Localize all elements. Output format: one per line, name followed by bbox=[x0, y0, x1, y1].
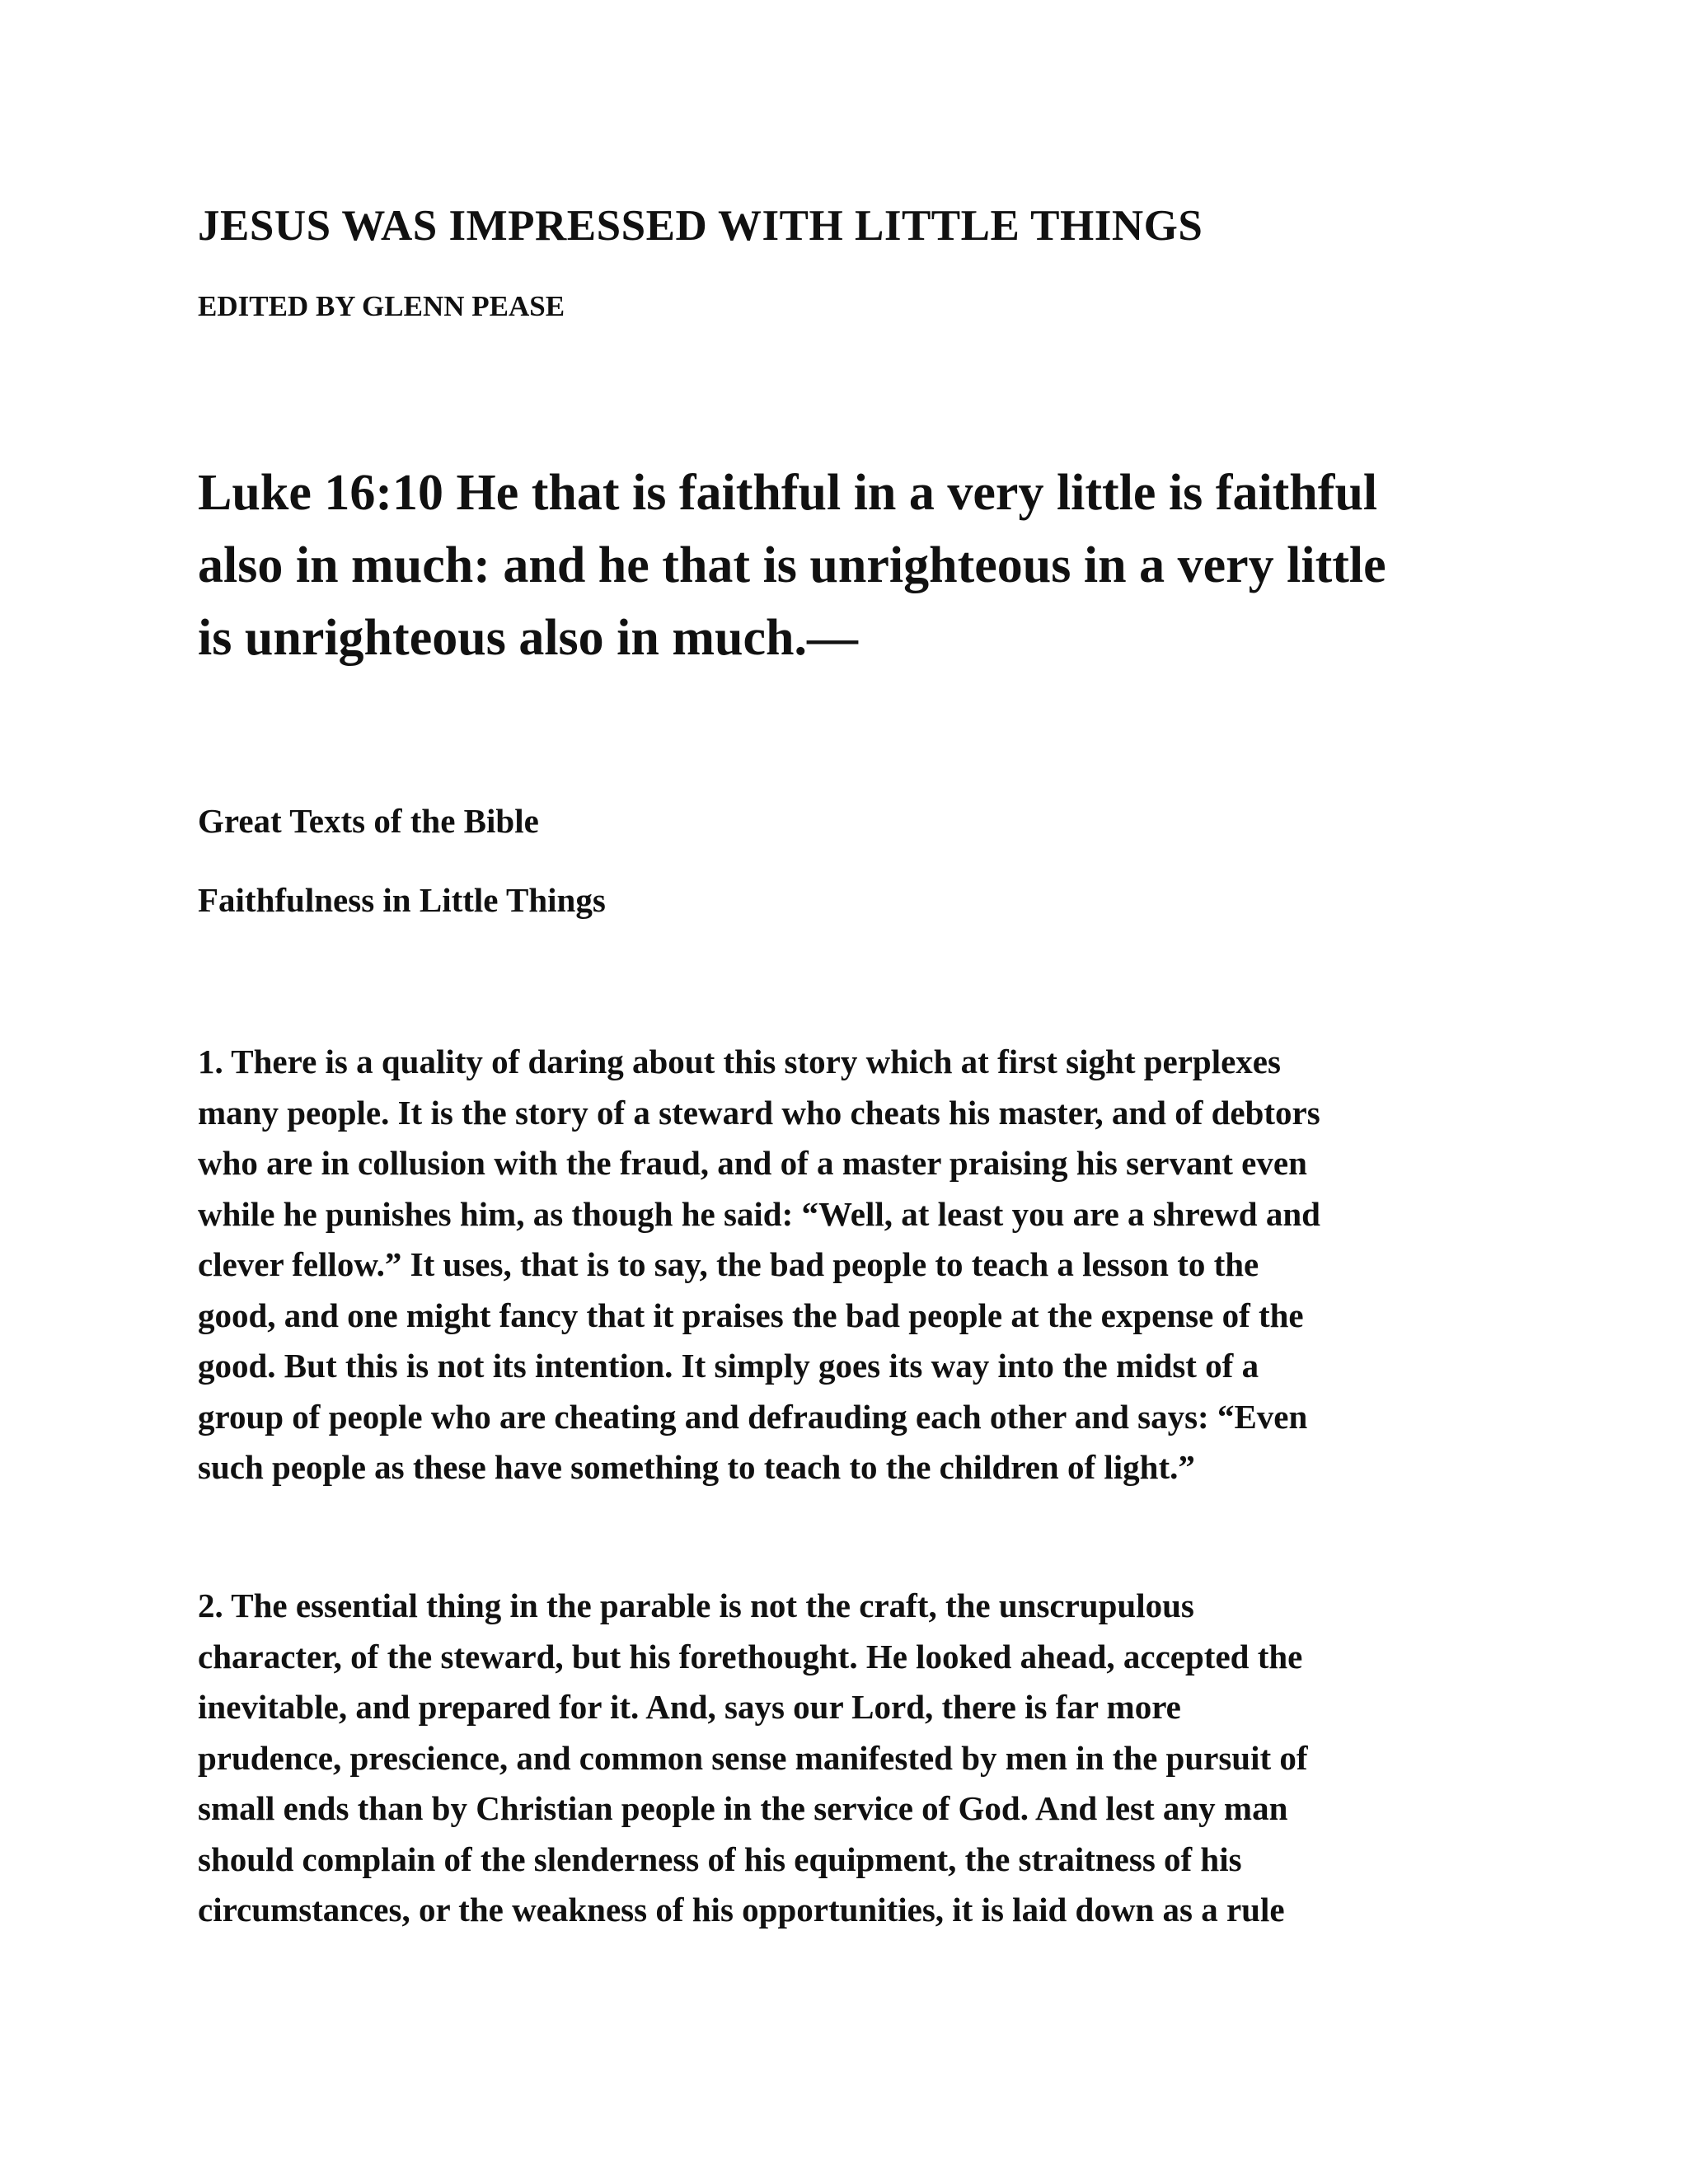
paragraph-line: should complain of the slenderness of his equipment, the straitness of his bbox=[198, 1840, 1242, 1878]
paragraph-2 bbox=[198, 1581, 1517, 1936]
paragraph-line: small ends than by Christian people in the service of God. And lest any man bbox=[198, 1789, 1288, 1827]
verse-line: also in much: and he that is unrighteous in a very little bbox=[198, 537, 1386, 593]
section-subtitle: Faithfulness in Little Things bbox=[198, 881, 606, 919]
paragraph-line: group of people who are cheating and defrauding each other and says: “Even bbox=[198, 1397, 1308, 1436]
paragraph-line: 2. The essential thing in the parable is not the craft, the unscrupulous bbox=[198, 1586, 1194, 1624]
paragraph-line: clever fellow.” It uses, that is to say, the bad people to teach a lesson to the bbox=[198, 1245, 1259, 1283]
paragraph-line: 1. There is a quality of daring about this story which at first sight perplexes bbox=[198, 1043, 1281, 1080]
paragraph-line: prudence, prescience, and common sense manifested by men in the pursuit of bbox=[198, 1738, 1308, 1777]
verse-line: is unrighteous also in much.— bbox=[198, 610, 859, 666]
scripture-verse bbox=[198, 457, 1533, 674]
paragraph-line: circumstances, or the weakness of his opportunities, it is laid down as a rule bbox=[198, 1891, 1285, 1929]
verse-line: Luke 16:10 He that is faithful in a very little is faithful bbox=[198, 465, 1378, 521]
paragraph-line: inevitable, and prepared for it. And, says our Lord, there is far more bbox=[198, 1688, 1181, 1726]
paragraph-line: such people as these have something to teach to the children of light.” bbox=[198, 1448, 1195, 1486]
document-title: JESUS WAS IMPRESSED WITH LITTLE THINGS bbox=[198, 202, 1203, 250]
paragraph-line: character, of the steward, but his forethought. He looked ahead, accepted the bbox=[198, 1637, 1303, 1675]
editor-credit: EDITED BY GLENN PEASE bbox=[198, 290, 565, 322]
paragraph-line: good, and one might fancy that it praises the bad people at the expense of the bbox=[198, 1296, 1304, 1334]
paragraph-line: many people. It is the story of a steward who cheats his master, and of debtors bbox=[198, 1093, 1320, 1132]
source-heading: Great Texts of the Bible bbox=[198, 802, 539, 840]
paragraph-line: good. But this is not its intention. It simply goes its way into the midst of a bbox=[198, 1347, 1259, 1385]
paragraph-1 bbox=[198, 1037, 1517, 1493]
paragraph-line: while he punishes him, as though he said: “Well, at least you are a shrewd and bbox=[198, 1194, 1320, 1233]
paragraph-line: who are in collusion with the fraud, and of a master praising his servant even bbox=[198, 1144, 1307, 1182]
